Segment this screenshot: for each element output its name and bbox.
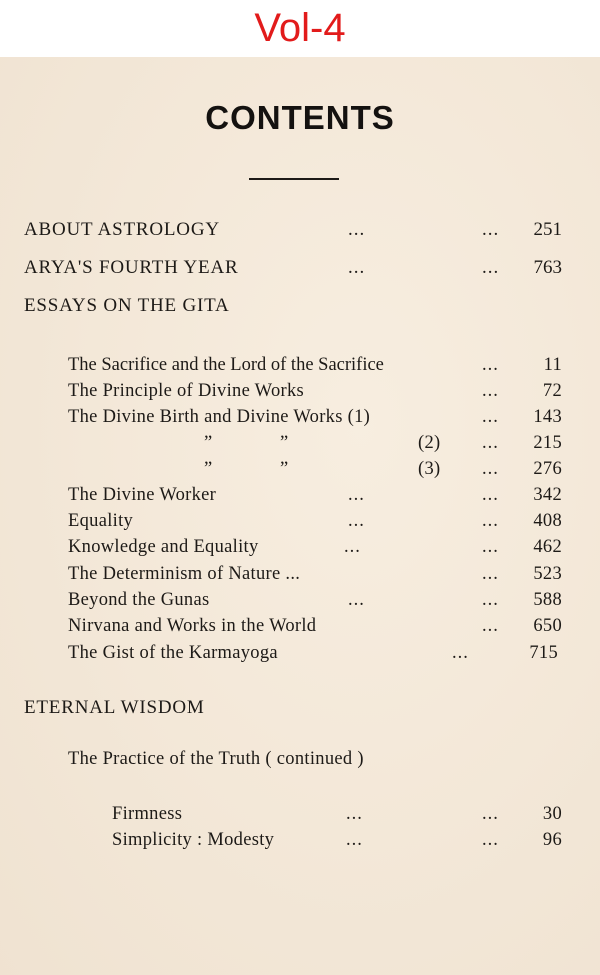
entry-label: The Determinism of Nature ... bbox=[68, 564, 301, 584]
toc-entry bbox=[68, 355, 562, 379]
entry-page: 143 bbox=[533, 407, 562, 427]
entry-page: 715 bbox=[529, 643, 558, 663]
entry-label: The Sacrifice and the Lord of the Sacrifice bbox=[68, 355, 384, 375]
entry-dots: ... bbox=[482, 219, 500, 240]
entry-dots: ... bbox=[482, 537, 499, 557]
contents-page bbox=[0, 57, 600, 975]
toc-entry bbox=[68, 643, 558, 667]
entry-page: 96 bbox=[542, 830, 562, 850]
subsection-heading bbox=[68, 749, 488, 773]
entry-page: 276 bbox=[533, 459, 562, 479]
toc-entry bbox=[68, 564, 562, 588]
ditto-mark: ” bbox=[204, 433, 213, 453]
entry-dots: ... bbox=[482, 616, 499, 636]
entry-dots: ... bbox=[452, 643, 469, 663]
entry-page: 72 bbox=[542, 381, 562, 401]
toc-entry bbox=[112, 804, 562, 828]
toc-entry bbox=[68, 511, 562, 535]
entry-page: 30 bbox=[542, 804, 562, 824]
entry-page: 650 bbox=[533, 616, 562, 636]
section-heading-wisdom: ETERNAL WISDOM bbox=[24, 697, 205, 718]
toc-entry bbox=[112, 830, 562, 854]
entry-page: 251 bbox=[533, 219, 562, 240]
entry-page: 408 bbox=[533, 511, 562, 531]
page-title: CONTENTS bbox=[205, 99, 395, 136]
entry-dots: ... bbox=[348, 485, 365, 505]
entry-dots: ... bbox=[482, 433, 499, 453]
toc-entry-ditto bbox=[68, 459, 562, 483]
entry-dots: ... bbox=[482, 830, 499, 850]
entry-dots: ... bbox=[348, 590, 365, 610]
volume-label: Vol-4 bbox=[254, 6, 346, 50]
entry-page: 11 bbox=[543, 355, 562, 375]
entry-dots: ... bbox=[348, 219, 366, 240]
entry-dots: ... bbox=[344, 537, 361, 557]
toc-entry bbox=[68, 485, 562, 509]
entry-label: ARYA'S FOURTH YEAR bbox=[24, 257, 239, 278]
entry-page: 215 bbox=[533, 433, 562, 453]
toc-entry bbox=[68, 616, 562, 640]
entry-dots: ... bbox=[482, 485, 499, 505]
entry-dots: ... bbox=[482, 804, 499, 824]
entry-dots: ... bbox=[482, 459, 499, 479]
entry-dots: ... bbox=[348, 511, 365, 531]
entry-page: 763 bbox=[533, 257, 562, 278]
entry-label: The Divine Birth and Divine Works (1) bbox=[68, 407, 371, 427]
entry-page: 523 bbox=[533, 564, 562, 584]
toc-entry bbox=[68, 407, 562, 431]
subsection-label: The Practice of the Truth ( continued ) bbox=[68, 749, 364, 769]
toc-entry-about-astrology bbox=[24, 219, 562, 243]
entry-dots: ... bbox=[482, 381, 499, 401]
ditto-mark: ” bbox=[280, 433, 289, 453]
entry-label: Nirvana and Works in the World bbox=[68, 616, 317, 636]
entry-label: Firmness bbox=[112, 804, 183, 824]
entry-part-number: (2) bbox=[418, 433, 441, 453]
entry-dots: ... bbox=[346, 830, 363, 850]
toc-entry bbox=[68, 537, 562, 561]
entry-dots: ... bbox=[482, 590, 499, 610]
entry-page: 462 bbox=[533, 537, 562, 557]
toc-entry-ditto bbox=[68, 433, 562, 457]
entry-label: The Gist of the Karmayoga bbox=[68, 643, 278, 663]
entry-dots: ... bbox=[482, 407, 499, 427]
entry-page: 342 bbox=[533, 485, 562, 505]
entry-dots: ... bbox=[482, 564, 499, 584]
entry-label: Equality bbox=[68, 511, 134, 531]
ditto-mark: ” bbox=[280, 459, 289, 479]
ditto-mark: ” bbox=[204, 459, 213, 479]
title-rule bbox=[249, 178, 339, 180]
entry-page: 588 bbox=[533, 590, 562, 610]
entry-dots: ... bbox=[348, 257, 366, 278]
entry-label: Knowledge and Equality bbox=[68, 537, 259, 557]
toc-entry bbox=[68, 381, 562, 405]
toc-entry-aryas-fourth-year bbox=[24, 257, 562, 281]
entry-dots: ... bbox=[482, 355, 499, 375]
entry-label: The Principle of Divine Works bbox=[68, 381, 305, 401]
toc-entry bbox=[68, 590, 562, 614]
entry-part-number: (3) bbox=[418, 459, 441, 479]
entry-label: ABOUT ASTROLOGY bbox=[24, 219, 220, 240]
entry-dots: ... bbox=[482, 257, 500, 278]
volume-banner bbox=[0, 0, 600, 57]
entry-label: Beyond the Gunas bbox=[68, 590, 210, 610]
entry-label: Simplicity : Modesty bbox=[112, 830, 275, 850]
entry-label: The Divine Worker bbox=[68, 485, 217, 505]
entry-dots: ... bbox=[346, 804, 363, 824]
section-heading-gita: ESSAYS ON THE GITA bbox=[24, 295, 230, 316]
entry-dots: ... bbox=[482, 511, 499, 531]
